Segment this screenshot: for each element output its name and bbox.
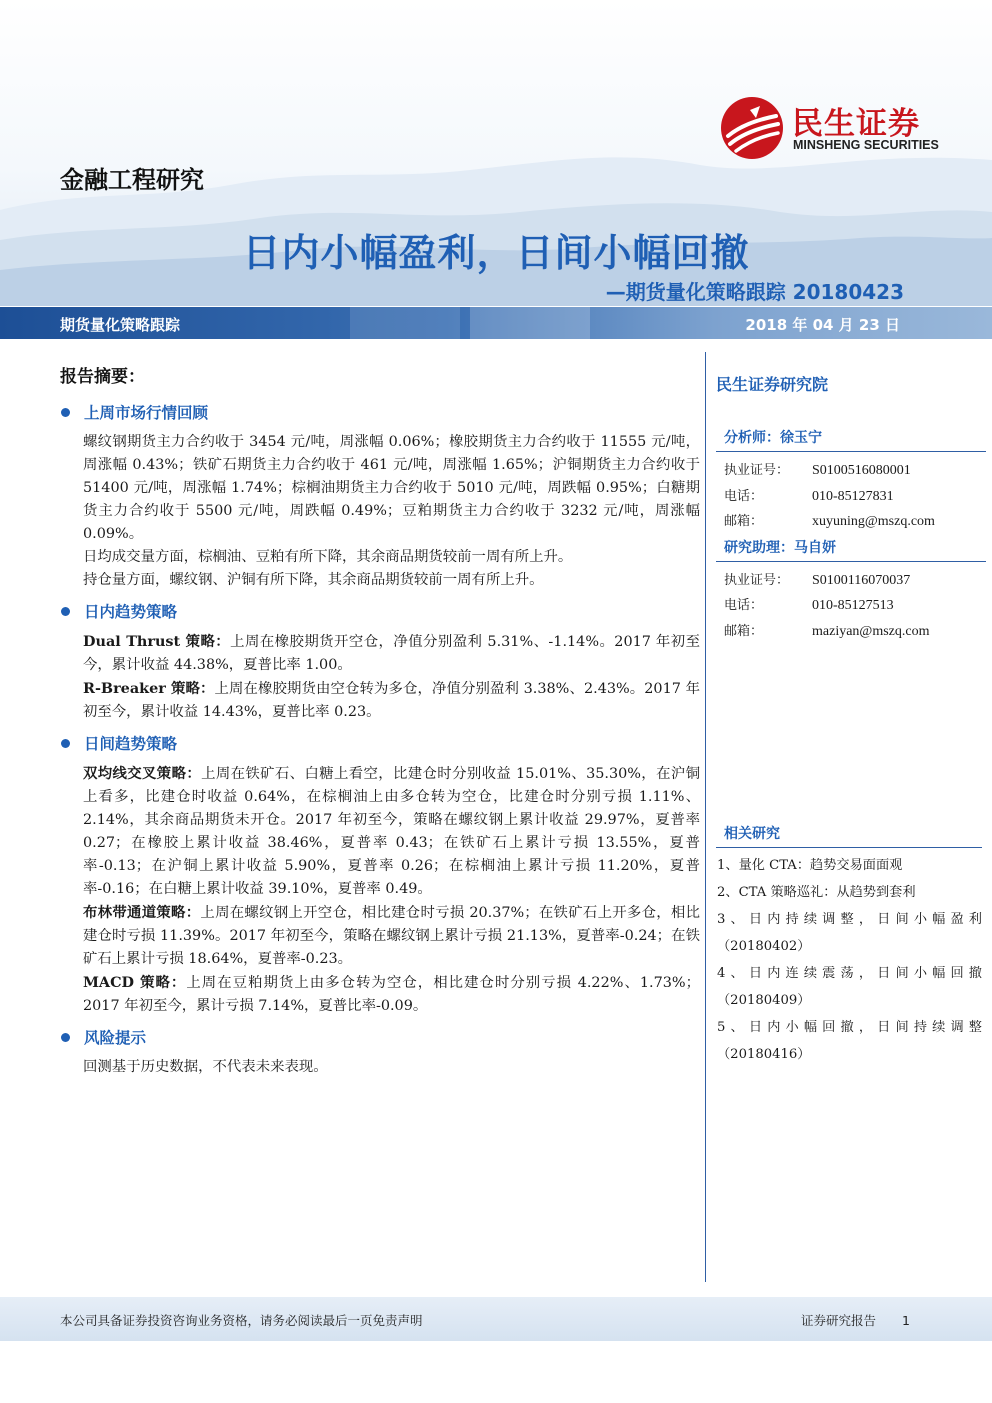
summary-title: 报告摘要： xyxy=(60,367,145,387)
strategy-text: 上周在橡胶期货开空仓，净值分别盈利 5.31%、-1.14%。2017 年初至今，累计收益 44.38%，夏普比率 1.00。 xyxy=(83,634,700,673)
related-report-date: （20180409） xyxy=(717,993,811,1008)
info-value: S0100116070037 xyxy=(812,572,911,588)
section-heading-interday xyxy=(60,730,700,756)
info-label: 邮箱： xyxy=(724,623,764,639)
minsheng-logo-icon xyxy=(720,96,784,160)
risk-paragraph: 回测基于历史数据，不代表未来表现。 xyxy=(83,1059,328,1075)
strategy-text: 上周在铁矿石、白糖上看空，比建仓时分别收益 15.01%、35.30%，在沪铜上看多，比建仓时收益 0.64%，在棕榈油上由多仓转为空仓，比建仓时分别亏损 1.11%、2.14%，其余商品期货未开仓。2017 年初至今，策略在螺纹钢上累计收益 29.97%，夏普率 0.27；在橡胶上累计收益 38.46%，夏普率 0.43；在铁矿石上累计亏损 13.55%，夏普率-0.13；在沪铜上累计收益 5.90%，夏普率 0.26；在棕榈油上累计亏损 11.20%，夏普率-0.16；在白糖上累计收益 39.10%，夏普率 0.49。 xyxy=(83,766,700,897)
related-report-link[interactable]: 5、日内小幅回撤，日间持续调整 xyxy=(717,1020,982,1035)
column-divider xyxy=(705,352,706,1282)
department-label: 金融工程研究 xyxy=(60,166,204,194)
sidebar xyxy=(716,372,986,644)
section-heading-text: 风险提示 xyxy=(84,1029,147,1047)
logo-text-en: MINSHENG SECURITIES xyxy=(793,138,939,152)
related-report-link[interactable]: 4、日内连续震荡，日间小幅回撤 xyxy=(717,966,982,981)
related-report-date: （20180402） xyxy=(717,939,811,954)
bullet-icon xyxy=(61,1033,70,1042)
page-number: 1 xyxy=(902,1313,910,1328)
footer-right xyxy=(801,1311,910,1329)
assistant-email-link[interactable]: maziyan@mszq.com xyxy=(812,623,930,639)
report-subtitle: —期货量化策略跟踪 20180423 xyxy=(605,280,904,304)
related-report-link[interactable]: 2、CTA 策略巡礼：从趋势到套利 xyxy=(717,885,916,900)
bullet-icon xyxy=(61,739,70,748)
info-value: 010-85127831 xyxy=(812,488,894,504)
bullet-icon xyxy=(61,408,70,417)
band-series-name: 期货量化策略跟踪 xyxy=(60,316,181,334)
strategy-paragraph-bollinger xyxy=(83,901,700,971)
volume-paragraph: 日均成交量方面，棕榈油、豆粕有所下降，其余商品期货较前一周有所上升。 xyxy=(83,549,573,565)
strategy-label: 布林带通道策略： xyxy=(83,904,201,921)
strategy-text: 上周在螺纹钢上开空仓，相比建仓时亏损 20.37%；在铁矿石上开多仓，相比建仓时亏损 11.39%。2017 年初至今，策略在螺纹钢上累计亏损 21.13%，夏普率-0.24；在铁矿石上累计亏损 18.64%，夏普率-0.23。 xyxy=(83,905,700,967)
info-label: 执业证号： xyxy=(724,572,790,588)
assistant-phone-row xyxy=(716,593,986,619)
strategy-paragraph-r-breaker xyxy=(83,677,700,724)
section-heading-risk xyxy=(60,1024,700,1050)
related-research-heading: 相关研究 xyxy=(716,823,982,848)
institute-name: 民生证券研究院 xyxy=(716,375,829,394)
strategy-label: R-Breaker 策略： xyxy=(83,680,215,697)
bullet-icon xyxy=(61,607,70,616)
info-label: 邮箱： xyxy=(724,514,764,529)
band-segment xyxy=(470,307,590,339)
section-heading-text: 日间趋势策略 xyxy=(84,735,178,753)
report-summary xyxy=(60,362,700,1079)
assistant-heading: 研究助理：马自妍 xyxy=(716,537,986,562)
logo-text-cn: 民生证券 xyxy=(792,106,920,142)
section-heading-intraday xyxy=(60,598,700,624)
section-heading-market-review xyxy=(60,399,700,425)
strategy-paragraph-dual-ma xyxy=(83,762,700,901)
strategy-text: 上周在橡胶期货由空仓转为多仓，净值分别盈利 3.38%、2.43%。2017 年初至今，累计收益 14.43%，夏普比率 0.23。 xyxy=(83,681,700,720)
related-report-link[interactable]: 1、量化 CTA：趋势交易面面观 xyxy=(717,858,903,873)
assistant-license-row xyxy=(716,568,986,594)
analyst-phone-row xyxy=(716,484,986,510)
company-logo xyxy=(720,96,960,160)
analyst-license-row xyxy=(716,458,986,484)
report-date: 2018 年 04 月 23 日 xyxy=(745,316,900,334)
strategy-text: 上周在豆粕期货上由多仓转为空仓，相比建仓时分别亏损 4.22%、1.73%；2017 年初至今，累计亏损 7.14%，夏普比率-0.09。 xyxy=(83,975,700,1014)
related-report-link[interactable]: 3、日内持续调整，日间小幅盈利 xyxy=(717,912,982,927)
market-review-paragraph: 螺纹钢期货主力合约收于 3454 元/吨，周涨幅 0.06%；橡胶期货主力合约收于 11555 元/吨，周涨幅 0.43%；铁矿石期货主力合约收于 461 元/吨，周涨幅 1.65%；沪铜期货主力合约收于 51400 元/吨，周涨幅 1.74%；棕榈油期货主力合约收于 5010 元/吨，周跌幅 0.95%；白糖期货主力合约收于 5500 元/吨，周跌幅 0.49%；豆粕期货主力合约收于 3232 元/吨，周涨幅 0.09%。 xyxy=(83,434,700,542)
analyst-email-link[interactable]: xuyuning@mszq.com xyxy=(812,514,935,529)
band-segment xyxy=(350,307,460,339)
related-report-date: （20180416） xyxy=(717,1047,811,1062)
info-label: 执业证号： xyxy=(724,463,790,478)
section-heading-text: 上周市场行情回顾 xyxy=(84,404,209,422)
strategy-paragraph-dual-thrust xyxy=(83,630,700,677)
strategy-label: MACD 策略： xyxy=(83,974,187,991)
info-value: S0100516080001 xyxy=(812,463,911,478)
report-title: 日内小幅盈利，日间小幅回撤 xyxy=(242,231,750,275)
related-research xyxy=(716,823,982,1068)
strategy-label: Dual Thrust 策略： xyxy=(83,633,231,650)
info-label: 电话： xyxy=(724,488,764,504)
section-heading-text: 日内趋势策略 xyxy=(84,603,178,621)
page-footer xyxy=(0,1297,992,1341)
info-label: 电话： xyxy=(724,598,764,613)
open-interest-paragraph: 持仓量方面，螺纹钢、沪铜有所下降，其余商品期货较前一周有所上升。 xyxy=(83,572,544,588)
footer-disclaimer: 本公司具备证券投资咨询业务资格，请务必阅读最后一页免责声明 xyxy=(60,1313,423,1328)
strategy-paragraph-macd xyxy=(83,971,700,1018)
info-value: 010-85127513 xyxy=(812,598,894,613)
analyst-heading: 分析师：徐玉宁 xyxy=(716,427,986,452)
assistant-email-row xyxy=(716,619,986,645)
footer-report-type: 证券研究报告 xyxy=(801,1313,877,1328)
analyst-email-row xyxy=(716,509,986,535)
strategy-label: 双均线交叉策略： xyxy=(83,765,202,782)
title-band xyxy=(0,307,992,339)
report-header xyxy=(0,0,992,306)
